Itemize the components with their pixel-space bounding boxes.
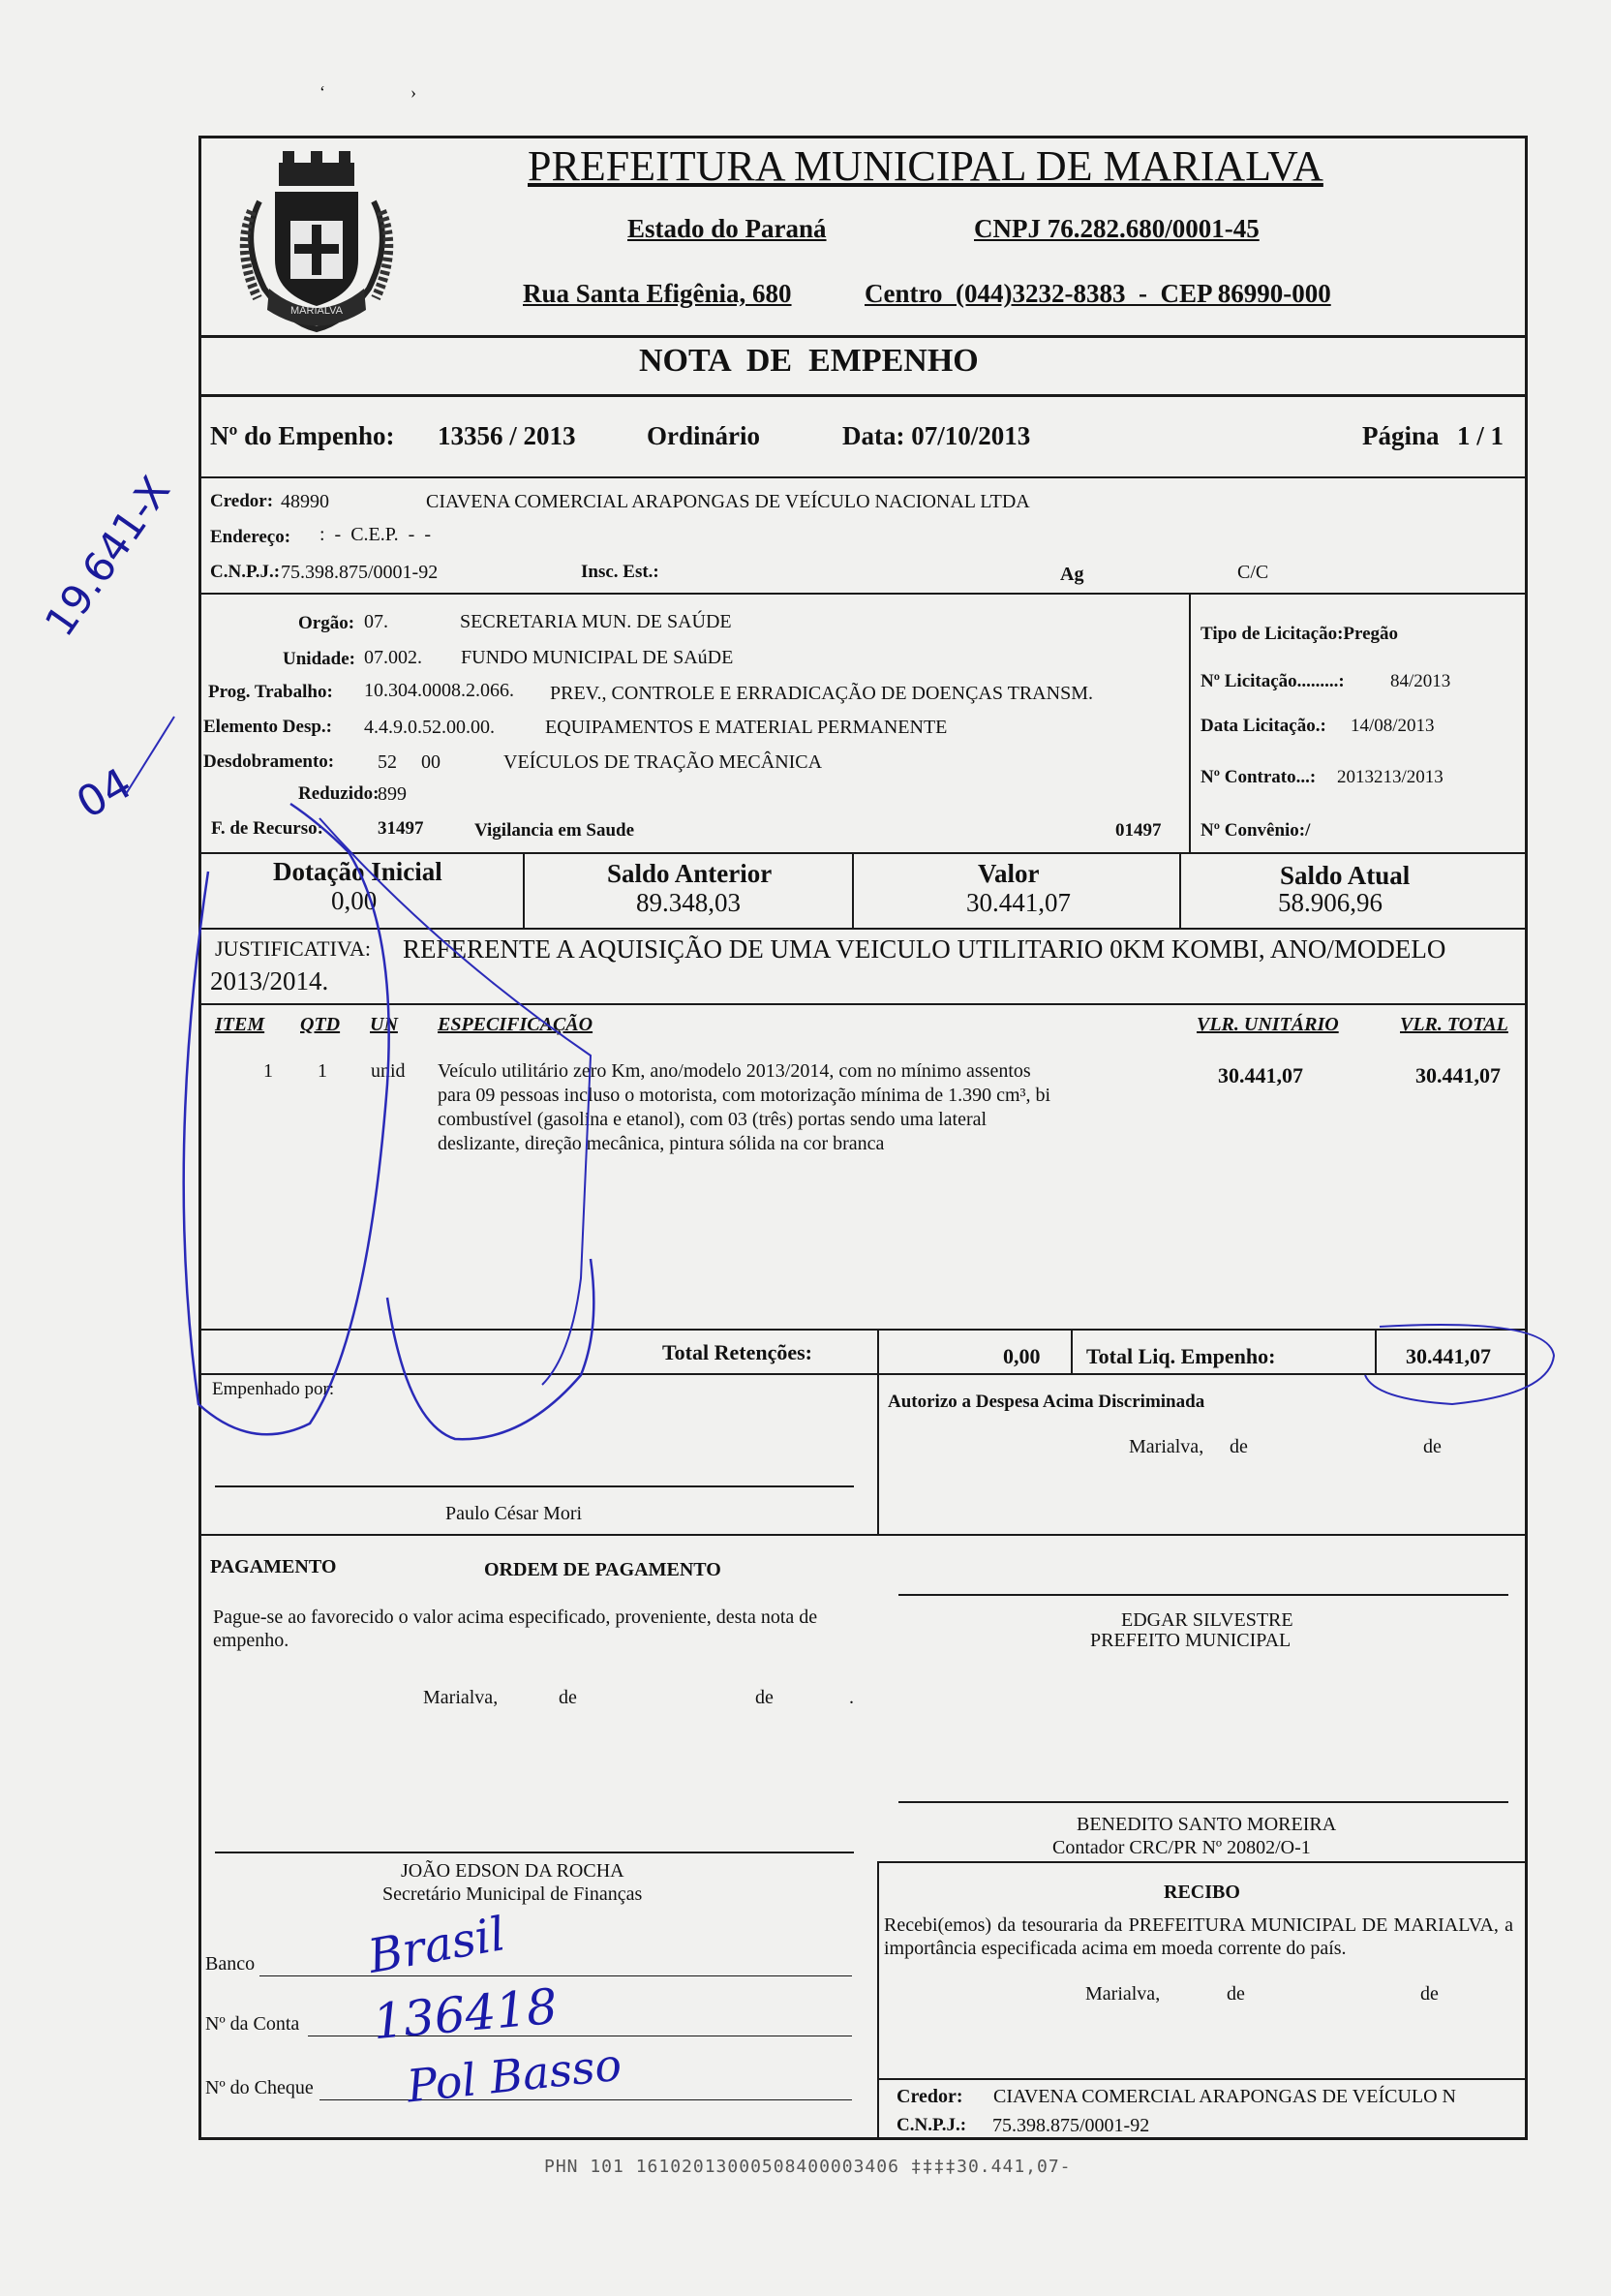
recurso-name: Vigilancia em Saude: [474, 820, 635, 841]
autorizo-place: Marialva,: [1129, 1436, 1204, 1457]
credor-cnpj-label: C.N.P.J.:: [210, 562, 281, 582]
banco-handwriting: Brasil: [364, 1907, 509, 1984]
row-item: 1: [263, 1060, 273, 1082]
recibo-place: Marialva,: [1085, 1983, 1161, 2005]
footer-cnpj-value: 75.398.875/0001-92: [992, 2115, 1150, 2136]
prog-trabalho-name: PREV., CONTROLE E ERRADICAÇÃO DE DOENÇAS TRANSM.: [550, 683, 1093, 704]
col-qtd-header: QTD: [300, 1014, 341, 1035]
pagamento-text: Pague-se ao favorecido o valor acima especificado, proveniente, desta nota de empenho.: [213, 1607, 818, 1651]
convenio-label: Nº Convênio:/: [1201, 820, 1311, 841]
retencoes-label: Total Retenções:: [662, 1340, 812, 1364]
pagamento-dot: .: [849, 1687, 854, 1708]
page-label: Página: [1362, 421, 1440, 450]
header-cnpj: CNPJ 76.282.680/0001-45: [974, 214, 1260, 243]
autorizo-de2: de: [1423, 1436, 1442, 1457]
page-number: 1 / 1: [1457, 421, 1505, 450]
empenho-label: Nº do Empenho:: [210, 421, 395, 450]
recibo-de2: de: [1420, 1983, 1439, 2005]
retencoes-value: 0,00: [1003, 1344, 1041, 1368]
credor-name: CIAVENA COMERCIAL ARAPONGAS DE VEÍCULO NACIONAL LTDA: [426, 491, 1030, 512]
orgao-label: Orgão:: [298, 613, 355, 633]
document-title: NOTA DE EMPENHO: [639, 343, 979, 379]
tipo-licitacao: Tipo de Licitação:Pregão: [1201, 624, 1399, 644]
prefeito-name: EDGAR SILVESTRE: [1121, 1609, 1293, 1631]
justificativa-line2: 2013/2014.: [210, 966, 329, 995]
autorizo-text: Autorizo a Despesa Acima Discriminada: [888, 1392, 1205, 1412]
reduzido-label: Reduzido:: [298, 783, 380, 804]
prog-trabalho-label: Prog. Trabalho:: [208, 682, 333, 702]
licitacao-date: 14/08/2013: [1351, 716, 1435, 736]
dotacao-value: 0,00: [331, 886, 378, 915]
insc-est-label: Insc. Est.:: [581, 562, 659, 582]
recurso-label: F. de Recurso:: [211, 818, 323, 839]
saldo-anterior-label: Saldo Anterior: [607, 859, 773, 888]
endereco-label: Endereço:: [210, 527, 291, 547]
col-item-header: ITEM: [215, 1014, 265, 1035]
conta-corrente-label: C/C: [1237, 562, 1269, 583]
row-spec-line: combustível (gasolina e etanol), com 03 (três) portas sendo uma lateral: [438, 1109, 988, 1130]
credor-code: 48990: [281, 491, 329, 512]
margin-handwritten-number: 19.641-X: [35, 468, 180, 645]
total-liq-label: Total Liq. Empenho:: [1086, 1344, 1276, 1368]
row-spec-line: Veículo utilitário zero Km, ano/modelo 2013/2014, com no mínimo assentos: [438, 1060, 1031, 1082]
row-spec-line: deslizante, direção mecânica, pintura sólida na cor branca: [438, 1133, 885, 1154]
empenho-number: 13356 / 2013: [438, 421, 576, 450]
seal-text: MARIALVA: [290, 305, 343, 317]
footer-credor-label: Credor:: [897, 2086, 963, 2107]
saldo-anterior-value: 89.348,03: [636, 888, 741, 917]
conta-label: Nº da Conta: [205, 2013, 300, 2035]
autorizo-de1: de: [1230, 1436, 1248, 1457]
empenho-type: Ordinário: [647, 421, 761, 450]
unidade-code: 07.002.: [364, 647, 422, 668]
row-total-value: 30.441,07: [1415, 1063, 1501, 1087]
col-unit-header: VLR. UNITÁRIO: [1197, 1014, 1339, 1035]
secretario-name: JOÃO EDSON DA ROCHA: [401, 1860, 624, 1882]
unidade-label: Unidade:: [283, 649, 355, 669]
banco-label: Banco: [205, 1953, 256, 1975]
unidade-name: FUNDO MUNICIPAL DE SAúDE: [461, 647, 734, 668]
col-total-header: VLR. TOTAL: [1400, 1014, 1508, 1035]
orgao-name: SECRETARIA MUN. DE SAÚDE: [460, 611, 732, 632]
orgao-code: 07.: [364, 611, 388, 632]
page-title: PREFEITURA MUNICIPAL DE MARIALVA: [528, 142, 1323, 190]
recurso-code-right: 01497: [1115, 820, 1162, 841]
credor-label: Credor:: [210, 491, 274, 511]
empenho-date: Data: 07/10/2013: [842, 421, 1031, 450]
pagamento-label: PAGAMENTO: [210, 1556, 337, 1577]
empenhado-label: Empenhado por:: [212, 1379, 335, 1399]
contador-name: BENEDITO SANTO MOREIRA: [1077, 1814, 1337, 1835]
pagamento-de1: de: [559, 1687, 577, 1708]
row-unit-value: 30.441,07: [1218, 1063, 1303, 1087]
elemento-name: EQUIPAMENTOS E MATERIAL PERMANENTE: [545, 717, 948, 738]
footer-cnpj-label: C.N.P.J.:: [897, 2115, 967, 2135]
desdobramento-code: 52 00: [378, 751, 441, 773]
valor-value: 30.441,07: [966, 888, 1071, 917]
licitacao-number-label: Nº Licitação.........:: [1201, 671, 1345, 691]
credor-cnpj-value: 75.398.875/0001-92: [281, 562, 439, 583]
barcode-text: PHN 101 16102013000508400003406 ‡‡‡‡30.441,07-: [544, 2157, 1072, 2177]
justificativa-line1: REFERENTE A AQUISIÇÃO DE UMA VEICULO UTILITARIO 0KM KOMBI, ANO/MODELO: [403, 934, 1446, 964]
empenhado-signer: Paulo César Mori: [445, 1503, 583, 1524]
saldo-atual-label: Saldo Atual: [1280, 861, 1411, 890]
agencia-label: Ag: [1060, 564, 1084, 585]
total-liq-value: 30.441,07: [1406, 1344, 1491, 1368]
reduzido-value: 899: [378, 783, 407, 805]
desdobramento-name: VEÍCULOS DE TRAÇÃO MECÂNICA: [503, 751, 823, 773]
col-spec-header: ESPECIFICAÇÃO: [438, 1014, 593, 1035]
recibo-de1: de: [1227, 1983, 1245, 2005]
contrato-number: 2013213/2013: [1337, 767, 1444, 787]
footer-credor-value: CIAVENA COMERCIAL ARAPONGAS DE VEÍCULO N: [993, 2086, 1456, 2107]
recurso-code: 31497: [378, 818, 424, 839]
licitacao-number: 84/2013: [1390, 671, 1451, 691]
desdobramento-label: Desdobramento:: [203, 751, 335, 772]
row-un: unid: [371, 1060, 406, 1082]
saldo-atual-value: 58.906,96: [1278, 888, 1383, 917]
valor-label: Valor: [978, 859, 1040, 888]
header-address: Rua Santa Efigênia, 680: [523, 279, 792, 308]
endereco-value: : - C.E.P. - -: [319, 524, 431, 545]
secretario-title: Secretário Municipal de Finanças: [382, 1883, 643, 1905]
prefeito-title: PREFEITO MUNICIPAL: [1090, 1630, 1292, 1651]
licitacao-date-label: Data Licitação.:: [1201, 716, 1326, 736]
recibo-label: RECIBO: [1164, 1882, 1240, 1903]
justificativa-label: JUSTIFICATIVA:: [215, 936, 371, 961]
contador-title: Contador CRC/PR Nº 20802/O-1: [1052, 1837, 1311, 1858]
elemento-label: Elemento Desp.:: [203, 717, 332, 737]
pagamento-place: Marialva,: [423, 1687, 499, 1708]
cheque-label: Nº do Cheque: [205, 2077, 314, 2098]
margin-handwritten-mark: 04: [68, 758, 140, 829]
row-spec-line: para 09 pessoas incluso o motorista, com motorização mínima de 1.390 cm³, bi: [438, 1085, 1051, 1106]
elemento-code: 4.4.9.0.52.00.00.: [364, 717, 495, 738]
cheque-handwriting: Pol Basso: [404, 2037, 624, 2113]
col-un-header: UN: [370, 1014, 398, 1035]
state-label: Estado do Paraná: [627, 214, 827, 243]
dotacao-label: Dotação Inicial: [273, 857, 442, 886]
row-qtd: 1: [318, 1060, 327, 1082]
header-contact: Centro (044)3232-8383 - CEP 86990-000: [865, 279, 1331, 308]
scan-mark: ‘: [319, 82, 325, 102]
contrato-label: Nº Contrato...:: [1201, 767, 1317, 787]
recibo-text: Recebi(emos) da tesouraria da PREFEITURA MUNICIPAL DE MARIALVA, a importância especificada acima em moeda corrente do país.: [884, 1914, 1513, 1959]
scan-mark: ›: [410, 82, 416, 102]
conta-handwriting: 136418: [370, 1977, 561, 2051]
prog-trabalho-code: 10.304.0008.2.066.: [364, 680, 514, 701]
pagamento-de2: de: [755, 1687, 774, 1708]
ordem-pagamento-label: ORDEM DE PAGAMENTO: [484, 1559, 721, 1580]
